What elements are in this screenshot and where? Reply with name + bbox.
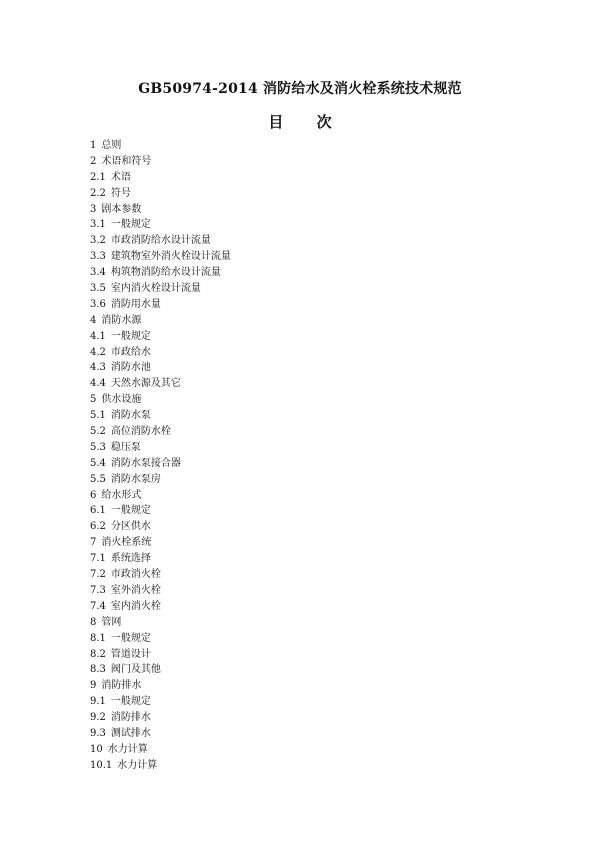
toc-entry-label: 消防水池 xyxy=(110,362,151,374)
toc-entry xyxy=(90,392,231,408)
toc-entry-number: 8.3 xyxy=(90,664,106,676)
toc-entry-label: 一般规定 xyxy=(110,505,151,517)
toc-entry-label: 水力计算 xyxy=(117,759,158,771)
toc-entry-number: 1 xyxy=(90,140,97,151)
toc-entry-label: 消防用水量 xyxy=(110,298,161,310)
toc-entry xyxy=(90,345,231,361)
toc-entry xyxy=(90,567,231,583)
toc-entry-number: 7.4 xyxy=(90,600,106,612)
toc-entry xyxy=(90,647,231,663)
toc-entry xyxy=(90,313,231,329)
toc-entry xyxy=(90,583,231,599)
toc-entry-label: 市政消火栓 xyxy=(110,569,161,581)
toc-entry-number: 5.4 xyxy=(90,457,106,469)
toc-entry-number: 5 xyxy=(90,394,97,406)
toc-entry-label: 消防水源 xyxy=(101,314,142,326)
toc-entry xyxy=(90,662,231,678)
toc-entry xyxy=(90,154,231,170)
toc-entry-number: 3.3 xyxy=(90,251,106,263)
toc-entry-label: 一般规定 xyxy=(110,696,151,708)
toc-entry-label: 消防水泵房 xyxy=(110,473,161,485)
toc-entry-label: 剧本参数 xyxy=(101,203,142,215)
toc-entry xyxy=(90,631,231,647)
toc-entry xyxy=(90,488,231,504)
toc-entry xyxy=(90,519,231,535)
toc-entry-number: 8 xyxy=(90,616,97,628)
toc-entry-label: 一般规定 xyxy=(110,632,151,644)
toc-entry-label: 分区供水 xyxy=(110,521,151,533)
toc-entry-label: 一般规定 xyxy=(110,219,151,231)
toc-entry xyxy=(90,726,231,742)
toc-entry-number: 4.1 xyxy=(90,330,106,342)
toc-entry xyxy=(90,217,231,233)
toc-entry xyxy=(90,138,231,154)
toc-entry-number: 5.2 xyxy=(90,426,106,438)
toc-entry xyxy=(90,758,231,774)
toc-entry xyxy=(90,265,231,281)
toc-entry xyxy=(90,202,231,218)
toc-entry-number: 7.2 xyxy=(90,569,106,581)
toc-entry-label: 系统选择 xyxy=(110,553,151,565)
toc-entry-number: 8.1 xyxy=(90,632,106,644)
toc-entry xyxy=(90,297,231,313)
toc-entry xyxy=(90,233,231,249)
toc-entry-number: 4.2 xyxy=(90,346,106,358)
toc-entry-number: 6.2 xyxy=(90,521,106,533)
toc-entry-number: 10.1 xyxy=(90,759,113,771)
toc-entry-label: 管网 xyxy=(101,616,122,628)
toc-entry-number: 3 xyxy=(90,203,97,215)
toc-entry-label: 阀门及其他 xyxy=(110,664,161,676)
toc-entry-label: 一般规定 xyxy=(110,330,151,342)
toc-entry xyxy=(90,281,231,297)
toc-entry xyxy=(90,360,231,376)
toc-entry-number: 6 xyxy=(90,489,97,501)
toc-entry-label: 市政给水 xyxy=(110,346,151,358)
toc-entry-label: 建筑物室外消火栓设计流量 xyxy=(110,251,231,263)
toc-entry-label: 稳压泵 xyxy=(110,441,141,453)
toc-entry-number: 10 xyxy=(90,743,103,755)
toc-entry xyxy=(90,599,231,615)
document-title: GB50974-2014 消防给水及消火栓系统技术规范 xyxy=(138,81,462,97)
toc-entry-label: 符号 xyxy=(110,187,131,199)
toc-entry-number: 6.1 xyxy=(90,505,106,517)
toc-entry-number: 3.2 xyxy=(90,235,106,247)
toc-entry-number: 9.3 xyxy=(90,727,106,739)
toc-entry-number: 7 xyxy=(90,537,97,549)
toc-entry-number: 3.5 xyxy=(90,283,106,295)
toc-entry-label: 天然水源及其它 xyxy=(110,378,181,390)
toc-entry-label: 术语 xyxy=(110,171,131,183)
toc-entry-label: 高位消防水栓 xyxy=(110,426,171,438)
toc-heading: 目 次 xyxy=(268,113,346,131)
toc-entry xyxy=(90,456,231,472)
toc-entry xyxy=(90,535,231,551)
toc-entry-number: 3.1 xyxy=(90,219,106,231)
toc-entry-number: 9 xyxy=(90,680,97,692)
toc-entry-label: 室内消火栓设计流量 xyxy=(110,283,201,295)
toc-entry xyxy=(90,678,231,694)
toc-entry-label: 消防排水 xyxy=(101,680,142,692)
toc-entry xyxy=(90,615,231,631)
toc-entry-label: 室内消火栓 xyxy=(110,600,161,612)
toc-entry xyxy=(90,503,231,519)
toc-entry xyxy=(90,440,231,456)
toc-entry-label: 总则 xyxy=(101,140,122,151)
toc-entry-label: 术语和符号 xyxy=(101,155,152,167)
toc-entry xyxy=(90,329,231,345)
toc-entry-label: 供水设施 xyxy=(101,394,142,406)
toc-entry-label: 消防水泵接合器 xyxy=(110,457,181,469)
toc-entry-number: 3.4 xyxy=(90,267,106,279)
toc-entry-label: 给水形式 xyxy=(101,489,142,501)
toc-entry-number: 5.5 xyxy=(90,473,106,485)
toc-entry xyxy=(90,170,231,186)
toc-entry-number: 2.1 xyxy=(90,171,106,183)
toc-entry xyxy=(90,742,231,758)
toc-entry-number: 7.3 xyxy=(90,584,106,596)
toc-entry-number: 5.3 xyxy=(90,441,106,453)
toc-entry-number: 4.4 xyxy=(90,378,106,390)
toc-entry-label: 水力计算 xyxy=(107,743,148,755)
toc-entry xyxy=(90,710,231,726)
toc-entry xyxy=(90,408,231,424)
toc-entry xyxy=(90,551,231,567)
toc-entry xyxy=(90,694,231,710)
toc-entry-label: 消防水泵 xyxy=(110,410,151,422)
toc-entry-number: 4.3 xyxy=(90,362,106,374)
toc-entry-number: 5.1 xyxy=(90,410,106,422)
toc-entry-number: 8.2 xyxy=(90,648,106,660)
toc-entry-number: 2.2 xyxy=(90,187,106,199)
toc-entry-number: 7.1 xyxy=(90,553,106,565)
toc-entry xyxy=(90,376,231,392)
toc-entry-label: 测试排水 xyxy=(110,727,151,739)
toc-entry xyxy=(90,186,231,202)
toc-entry-label: 构筑物消防给水设计流量 xyxy=(110,267,221,279)
toc-entry-number: 3.6 xyxy=(90,298,106,310)
toc-entry-label: 市政消防给水设计流量 xyxy=(110,235,211,247)
toc-entry xyxy=(90,424,231,440)
toc-entry-label: 室外消火栓 xyxy=(110,584,161,596)
toc-entry-number: 9.2 xyxy=(90,712,106,724)
table-of-contents xyxy=(90,138,231,774)
toc-entry-number: 4 xyxy=(90,314,97,326)
toc-entry-number: 2 xyxy=(90,155,97,167)
toc-entry-label: 消防排水 xyxy=(110,712,151,724)
toc-entry xyxy=(90,249,231,265)
toc-entry-label: 管道设计 xyxy=(110,648,151,660)
toc-entry xyxy=(90,472,231,488)
toc-entry-number: 9.1 xyxy=(90,696,106,708)
toc-entry-label: 消火栓系统 xyxy=(101,537,152,549)
